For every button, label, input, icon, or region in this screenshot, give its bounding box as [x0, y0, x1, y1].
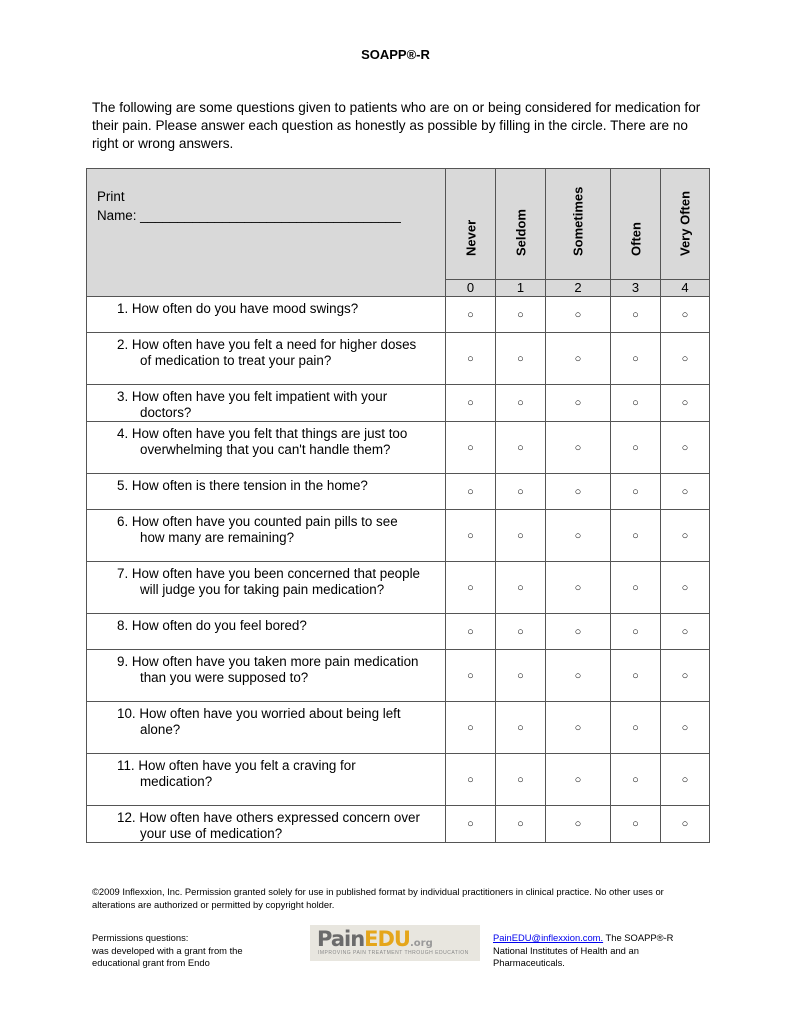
answer-radio-often[interactable]: ○: [611, 474, 661, 510]
answer-radio-often[interactable]: ○: [611, 297, 661, 333]
answer-radio-seldom[interactable]: ○: [496, 650, 546, 702]
footer-left-line: educational grant from Endo: [92, 957, 210, 968]
question-text: 12. How often have others expressed concern over your use of medication?: [87, 806, 446, 843]
footer-left-line: Permissions questions:: [92, 932, 189, 943]
answer-radio-never[interactable]: ○: [446, 614, 496, 650]
document-title: SOAPP®-R: [361, 47, 430, 62]
column-value: 4: [661, 280, 710, 297]
answer-radio-seldom[interactable]: ○: [496, 754, 546, 806]
answer-radio-never[interactable]: ○: [446, 806, 496, 843]
question-row: [87, 297, 710, 333]
name-cell: [87, 169, 446, 297]
answer-radio-often[interactable]: ○: [611, 614, 661, 650]
column-header-seldom: Seldom: [496, 169, 546, 280]
answer-radio-seldom[interactable]: ○: [496, 806, 546, 843]
answer-radio-often[interactable]: ○: [611, 562, 661, 614]
column-value: 0: [446, 280, 496, 297]
answer-radio-often[interactable]: ○: [611, 385, 661, 422]
answer-radio-never[interactable]: ○: [446, 650, 496, 702]
answer-radio-very-often[interactable]: ○: [661, 510, 710, 562]
question-row: [87, 333, 710, 385]
column-value: 1: [496, 280, 546, 297]
question-text: 11. How often have you felt a craving for medication?: [87, 754, 446, 806]
question-row: [87, 650, 710, 702]
answer-radio-sometimes[interactable]: ○: [546, 614, 611, 650]
painedu-logo: PainEDU.org IMPROVING PAIN TREATMENT THROUGH EDUCATION: [310, 925, 480, 961]
answer-radio-seldom[interactable]: ○: [496, 333, 546, 385]
copyright-notice: ©2009 Inflexxion, Inc. Permission granted solely for use in published format by individual practitioners in clinical practice. No other uses or alterations are authorized or permitted by copyright holder.: [92, 886, 664, 910]
question-row: [87, 614, 710, 650]
answer-radio-often[interactable]: ○: [611, 806, 661, 843]
answer-radio-very-often[interactable]: ○: [661, 474, 710, 510]
column-value: 3: [611, 280, 661, 297]
answer-radio-seldom[interactable]: ○: [496, 510, 546, 562]
answer-radio-never[interactable]: ○: [446, 702, 496, 754]
column-header-sometimes: Sometimes: [546, 169, 611, 280]
answer-radio-sometimes[interactable]: ○: [546, 702, 611, 754]
answer-radio-very-often[interactable]: ○: [661, 650, 710, 702]
answer-radio-very-often[interactable]: ○: [661, 385, 710, 422]
answer-radio-never[interactable]: ○: [446, 333, 496, 385]
answer-radio-never[interactable]: ○: [446, 510, 496, 562]
question-text: 10. How often have you worried about being left alone?: [87, 702, 446, 754]
question-row: [87, 385, 710, 422]
answer-radio-often[interactable]: ○: [611, 702, 661, 754]
answer-radio-often[interactable]: ○: [611, 333, 661, 385]
answer-radio-never[interactable]: ○: [446, 422, 496, 474]
answer-radio-very-often[interactable]: ○: [661, 422, 710, 474]
footer-left-line: was developed with a grant from the: [92, 944, 243, 956]
answer-radio-very-often[interactable]: ○: [661, 806, 710, 843]
answer-radio-seldom[interactable]: ○: [496, 702, 546, 754]
answer-radio-sometimes[interactable]: ○: [546, 562, 611, 614]
question-row: [87, 422, 710, 474]
column-header-never: Never: [446, 169, 496, 280]
column-header-very-often: Very Often: [661, 169, 710, 280]
print-label: Print: [97, 189, 125, 204]
answer-radio-never[interactable]: ○: [446, 474, 496, 510]
answer-radio-very-often[interactable]: ○: [661, 297, 710, 333]
answer-radio-sometimes[interactable]: ○: [546, 650, 611, 702]
question-text: 2. How often have you felt a need for higher doses of medication to treat your pain?: [87, 333, 446, 385]
question-text: 5. How often is there tension in the home?: [87, 474, 446, 510]
answer-radio-seldom[interactable]: ○: [496, 422, 546, 474]
answer-radio-sometimes[interactable]: ○: [546, 297, 611, 333]
question-row: [87, 754, 710, 806]
column-value: 2: [546, 280, 611, 297]
answer-radio-never[interactable]: ○: [446, 754, 496, 806]
question-text: 4. How often have you felt that things are just too overwhelming that you can't handle them?: [87, 422, 446, 474]
footer-right-line: Pharmaceuticals.: [493, 957, 565, 968]
answer-radio-sometimes[interactable]: ○: [546, 754, 611, 806]
answer-radio-seldom[interactable]: ○: [496, 385, 546, 422]
answer-radio-never[interactable]: ○: [446, 297, 496, 333]
question-row: [87, 702, 710, 754]
answer-radio-never[interactable]: ○: [446, 562, 496, 614]
question-text: 7. How often have you been concerned that people will judge you for taking pain medication?: [87, 562, 446, 614]
column-header-often: Often: [611, 169, 661, 280]
answer-radio-seldom[interactable]: ○: [496, 297, 546, 333]
answer-radio-very-often[interactable]: ○: [661, 754, 710, 806]
name-field[interactable]: Name: ___________________________________: [97, 208, 401, 223]
answer-radio-sometimes[interactable]: ○: [546, 806, 611, 843]
answer-radio-seldom[interactable]: ○: [496, 614, 546, 650]
question-row: [87, 510, 710, 562]
answer-radio-very-often[interactable]: ○: [661, 333, 710, 385]
answer-radio-seldom[interactable]: ○: [496, 562, 546, 614]
answer-radio-sometimes[interactable]: ○: [546, 474, 611, 510]
answer-radio-sometimes[interactable]: ○: [546, 422, 611, 474]
answer-radio-sometimes[interactable]: ○: [546, 385, 611, 422]
answer-radio-very-often[interactable]: ○: [661, 702, 710, 754]
question-row: [87, 474, 710, 510]
question-text: 8. How often do you feel bored?: [87, 614, 446, 650]
question-text: 3. How often have you felt impatient with your doctors?: [87, 385, 446, 422]
answer-radio-often[interactable]: ○: [611, 754, 661, 806]
answer-radio-very-often[interactable]: ○: [661, 614, 710, 650]
question-row: [87, 806, 710, 843]
email-link[interactable]: PainEDU@inflexxion.com.: [493, 932, 604, 943]
answer-radio-never[interactable]: ○: [446, 385, 496, 422]
question-row: [87, 562, 710, 614]
question-text: 9. How often have you taken more pain medication than you were supposed to?: [87, 650, 446, 702]
answer-radio-sometimes[interactable]: ○: [546, 333, 611, 385]
answer-radio-very-often[interactable]: ○: [661, 562, 710, 614]
answer-radio-sometimes[interactable]: ○: [546, 510, 611, 562]
answer-radio-often[interactable]: ○: [611, 510, 661, 562]
footer-left: [92, 932, 282, 970]
footer-right: PainEDU@inflexxion.com. The SOAPP®-R National Institutes of Health and an Pharmaceuticals.: [493, 932, 713, 970]
answer-radio-seldom[interactable]: ○: [496, 474, 546, 510]
questionnaire-table: [86, 168, 710, 843]
footer-right-line: National Institutes of Health and an: [493, 944, 639, 956]
question-text: 1. How often do you have mood swings?: [87, 297, 446, 333]
answer-radio-often[interactable]: ○: [611, 650, 661, 702]
question-text: 6. How often have you counted pain pills to see how many are remaining?: [87, 510, 446, 562]
answer-radio-often[interactable]: ○: [611, 422, 661, 474]
instructions-paragraph: The following are some questions given to patients who are on or being considered for medication for their pain. Please answer each question as honestly as possible by filling in the circle. There are no right or wrong answers.: [92, 100, 701, 151]
